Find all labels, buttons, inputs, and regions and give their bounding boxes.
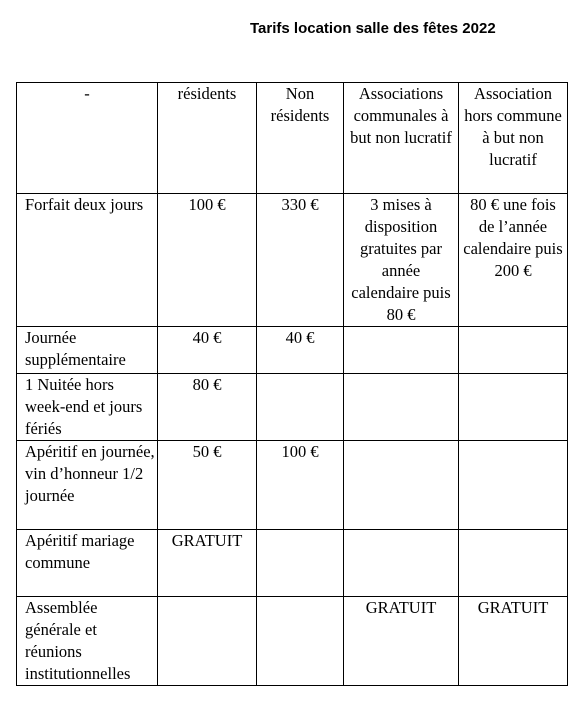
- table-cell: [459, 374, 568, 441]
- row-label: Apéritif en journée, vin d’honneur 1/2 journée: [17, 441, 158, 530]
- table-cell: 50 €: [158, 441, 257, 530]
- table-row: [17, 530, 568, 597]
- table-cell: [257, 597, 344, 686]
- header-cell-local-associations: Associations communales à but non lucratif: [344, 83, 459, 194]
- table-row: [17, 327, 568, 374]
- document-title: Tarifs location salle des fêtes 2022: [250, 20, 496, 37]
- table-cell: [344, 530, 459, 597]
- table-cell: [344, 441, 459, 530]
- table-row: [17, 441, 568, 530]
- header-cell-dash: -: [17, 83, 158, 194]
- table-row: [17, 597, 568, 686]
- table-cell: 330 €: [257, 194, 344, 327]
- pricing-table: [16, 82, 568, 686]
- row-label: 1 Nuitée hors week-end et jours fériés: [17, 374, 158, 441]
- row-label: Journée supplémentaire: [17, 327, 158, 374]
- table-cell: GRATUIT: [158, 530, 257, 597]
- table-cell: GRATUIT: [344, 597, 459, 686]
- table-cell: 40 €: [158, 327, 257, 374]
- table-cell: 80 €: [158, 374, 257, 441]
- header-cell-residents: résidents: [158, 83, 257, 194]
- row-label: Forfait deux jours: [17, 194, 158, 327]
- table-row: [17, 194, 568, 327]
- table-cell: 80 € une fois de l’année calendaire puis 200 €: [459, 194, 568, 327]
- table-cell: 100 €: [158, 194, 257, 327]
- table-cell: [459, 441, 568, 530]
- table-cell: 100 €: [257, 441, 344, 530]
- table-cell: [459, 530, 568, 597]
- table-cell: [344, 374, 459, 441]
- header-cell-non-residents: Non résidents: [257, 83, 344, 194]
- table-cell: [158, 597, 257, 686]
- table-header-row: [17, 83, 568, 194]
- row-label: Apéritif mariage commune: [17, 530, 158, 597]
- table-cell: [459, 327, 568, 374]
- table-row: [17, 374, 568, 441]
- table-cell: 40 €: [257, 327, 344, 374]
- table-cell: [344, 327, 459, 374]
- table-cell: GRATUIT: [459, 597, 568, 686]
- table-cell: 3 mises à disposition gratuites par année calendaire puis 80 €: [344, 194, 459, 327]
- row-label: Assemblée générale et réunions institutionnelles: [17, 597, 158, 686]
- header-cell-outside-associations: Association hors commune à but non lucratif: [459, 83, 568, 194]
- table-cell: [257, 374, 344, 441]
- table-cell: [257, 530, 344, 597]
